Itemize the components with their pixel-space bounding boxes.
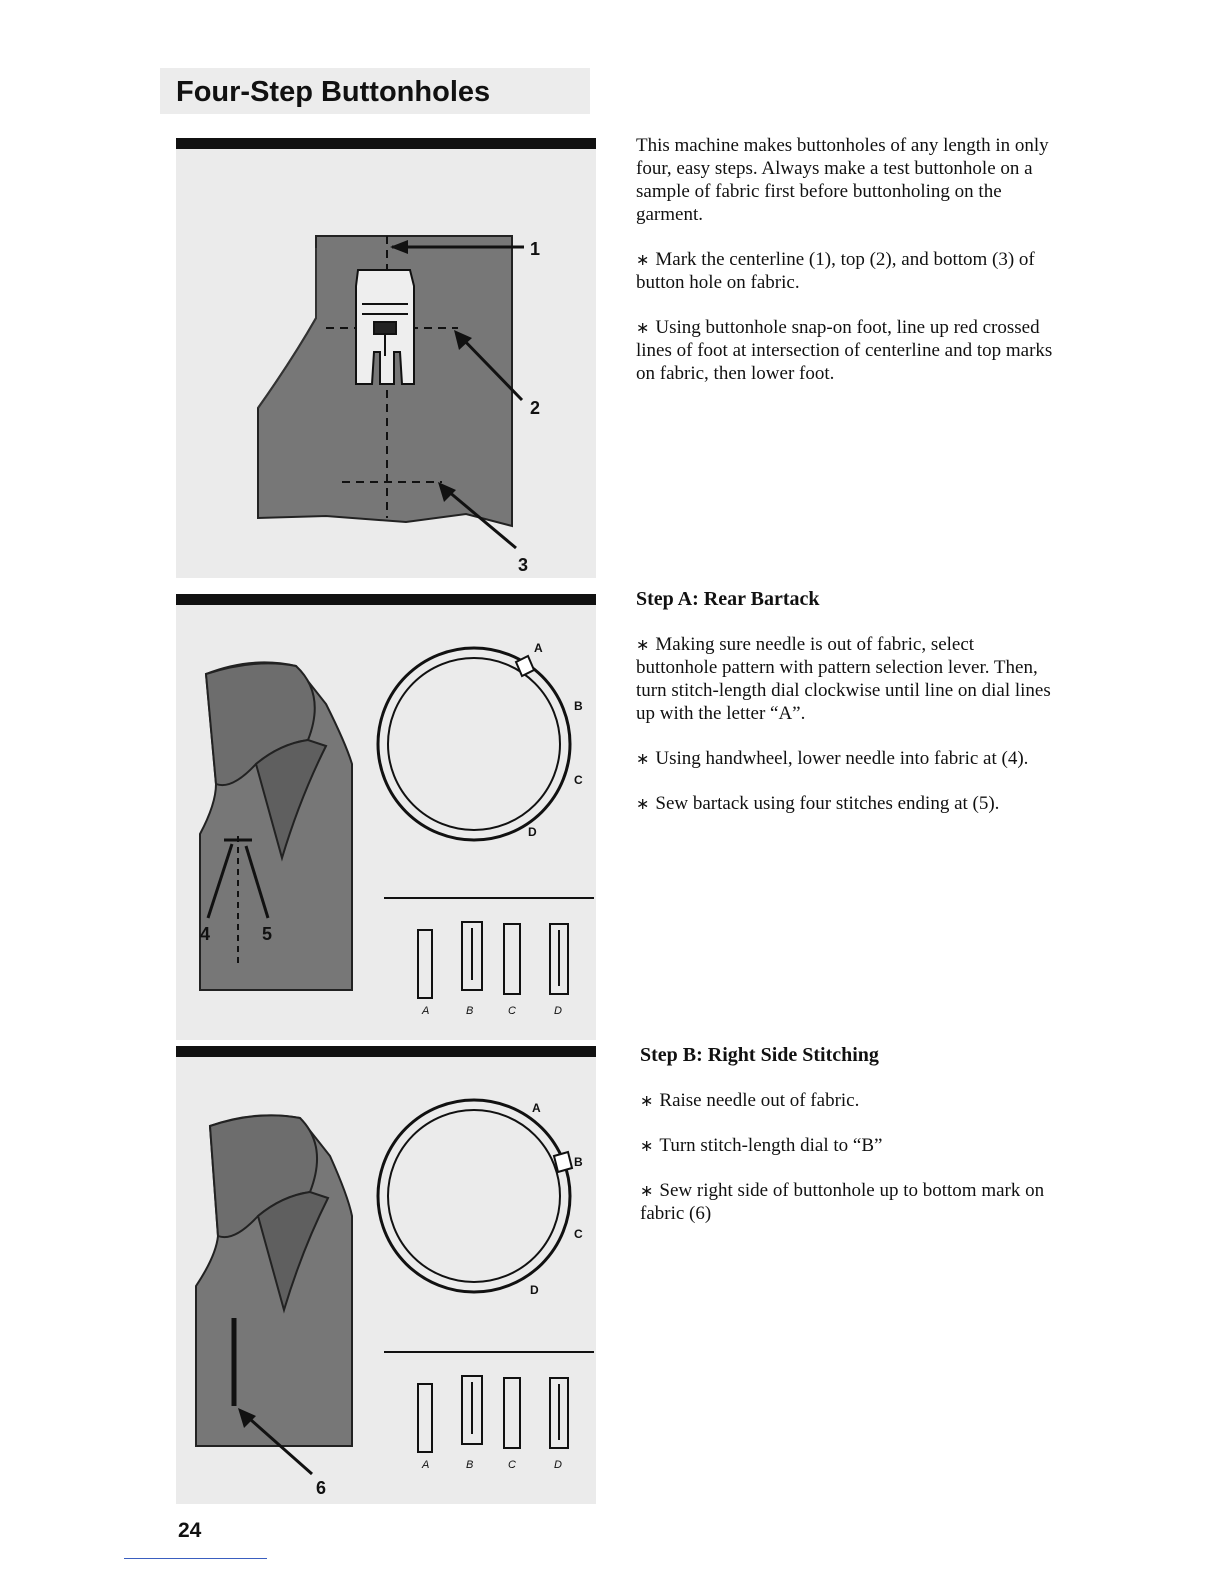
- callout-5: 5: [262, 924, 273, 944]
- intro-paragraph: This machine makes buttonholes of any length in only four, easy steps. Always make a test buttonhole on a sample of fabric first before buttonholing on the garment.: [636, 135, 1049, 225]
- stage-letter-d: D: [554, 1459, 562, 1471]
- stitch-dial-outer: [378, 1100, 570, 1292]
- page-number: 24: [178, 1519, 202, 1542]
- step-b-illustration: [176, 1046, 596, 1504]
- dial-letter-c: C: [574, 773, 583, 787]
- bullet-icon: ∗: [640, 1181, 654, 1200]
- bullet-icon: ∗: [640, 1136, 654, 1155]
- dial-letter-b: B: [574, 1155, 583, 1169]
- step-b-instruction: ∗ Raise needle out of fabric.: [640, 1090, 860, 1111]
- stage-letter-a: A: [422, 1459, 430, 1471]
- figure-step-a: [176, 594, 596, 1040]
- stage-letter-a: A: [422, 1005, 430, 1017]
- step-b-instruction: ∗ Sew right side of buttonhole up to bottom mark on fabric (6): [640, 1180, 1045, 1224]
- buttonhole-foot: [356, 270, 414, 384]
- stage-letter-d: D: [554, 1005, 562, 1017]
- dial-pointer-b: [554, 1152, 572, 1172]
- bullet-icon: ∗: [636, 749, 650, 768]
- callout-2: 2: [530, 398, 541, 418]
- figure-step-b: [176, 1046, 596, 1504]
- buttonhole-stage-diagram: [418, 1376, 568, 1452]
- stage-letter-c: C: [508, 1005, 516, 1017]
- stitch-dial-inner: [388, 658, 560, 830]
- stage-letter-b: B: [466, 1459, 474, 1471]
- step-b-instruction: ∗ Turn stitch-length dial to “B”: [640, 1135, 883, 1156]
- step-a-instruction: ∗ Using handwheel, lower needle into fabric at (4).: [636, 748, 1029, 769]
- step-b-text: [640, 1044, 1060, 1247]
- footer-rule: [124, 1558, 267, 1559]
- buttonhole-stage-diagram: [418, 922, 568, 998]
- dial-letter-d: D: [530, 1283, 539, 1297]
- intro-text: [636, 134, 1056, 407]
- page-title: Four-Step Buttonholes: [176, 76, 491, 108]
- step-a-text: [636, 588, 1056, 837]
- step-a-illustration: [176, 594, 596, 1040]
- bullet-icon: ∗: [636, 794, 650, 813]
- intro-instruction-foot: ∗ Using buttonhole snap-on foot, line up red crossed lines of foot at intersection of centerline and top marks on fabric, then lower foot.: [636, 317, 1053, 384]
- bullet-icon: ∗: [636, 318, 650, 337]
- intro-instruction-mark: ∗ Mark the centerline (1), top (2), and bottom (3) of button hole on fabric.: [636, 249, 1035, 293]
- step-a-instruction: ∗ Making sure needle is out of fabric, select buttonhole pattern with pattern selection lever. Then, turn stitch-length dial clockwise until line on dial lines up with the letter “A”.: [636, 634, 1051, 724]
- stage-letter-b: B: [466, 1005, 474, 1017]
- step-a-instruction: ∗ Sew bartack using four stitches ending at (5).: [636, 793, 1000, 814]
- bullet-icon: ∗: [636, 635, 650, 654]
- figure-marking: [176, 138, 596, 578]
- stitch-dial-outer: [378, 648, 570, 840]
- callout-3: 3: [518, 555, 529, 575]
- stage-letter-c: C: [508, 1459, 516, 1471]
- marking-illustration: [176, 138, 596, 578]
- title-band: [160, 68, 590, 114]
- callout-1: 1: [530, 239, 541, 259]
- stitch-dial-inner: [388, 1110, 560, 1282]
- dial-letter-b: B: [574, 699, 583, 713]
- step-a-heading: Step A: Rear Bartack: [636, 588, 820, 610]
- step-b-heading: Step B: Right Side Stitching: [640, 1044, 879, 1066]
- callout-4: 4: [200, 924, 211, 944]
- dial-letter-d: D: [528, 825, 537, 839]
- dial-letter-a: A: [534, 641, 543, 655]
- bullet-icon: ∗: [640, 1091, 654, 1110]
- dial-letter-a: A: [532, 1101, 541, 1115]
- callout-6: 6: [316, 1478, 327, 1498]
- dial-letter-c: C: [574, 1227, 583, 1241]
- bullet-icon: ∗: [636, 250, 650, 269]
